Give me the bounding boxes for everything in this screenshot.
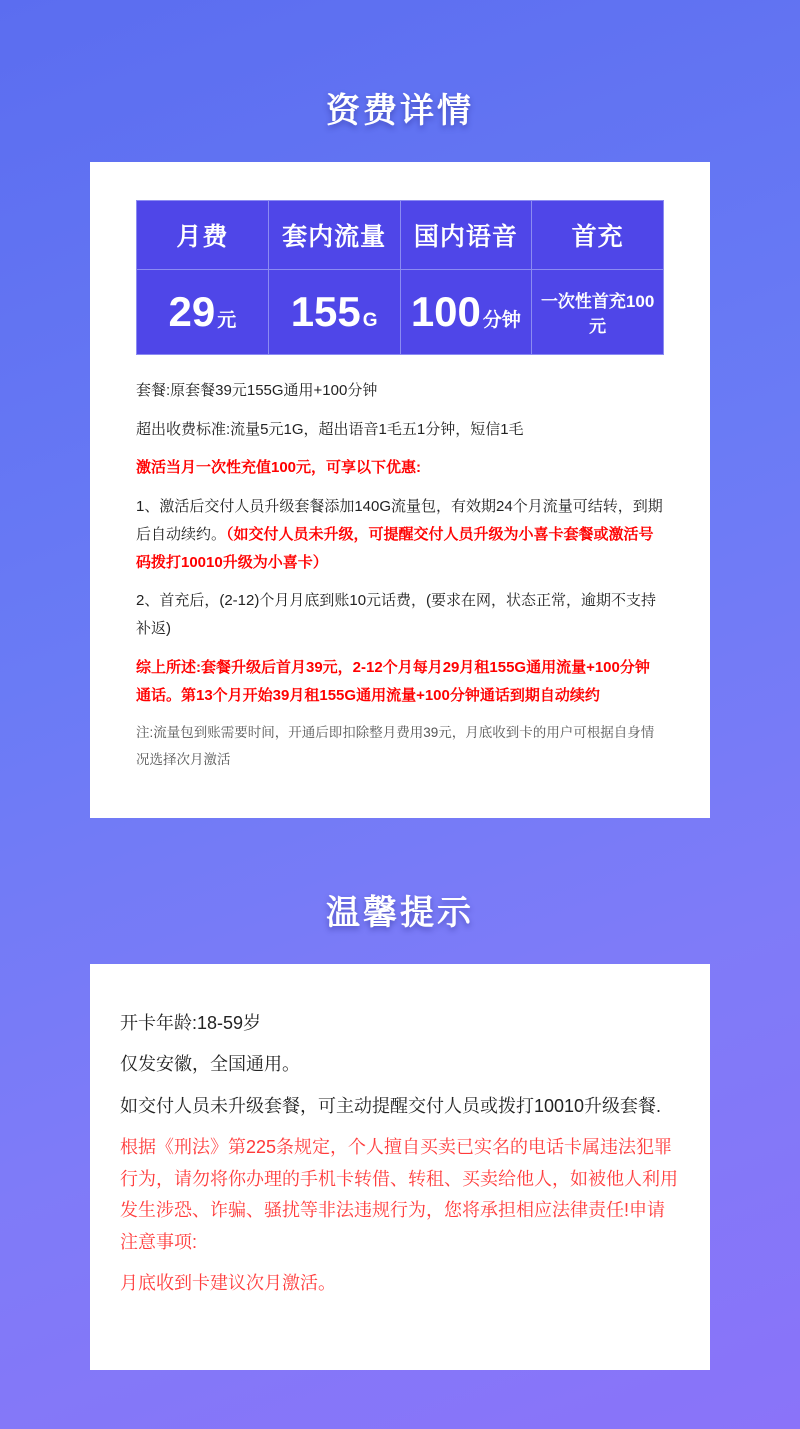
table-header-first-charge: 首充 <box>532 200 664 269</box>
list-item: 仅发安徽，全国通用。 <box>120 1054 300 1075</box>
list-item: 月底收到卡建议次月激活。 <box>120 1273 336 1294</box>
fee-detail-item-1-black: 1、激活后交付人员升级套餐添加140G流量包，有效期24个月流量可结转，到期后自动续约。 <box>136 498 663 543</box>
fee-detail-plan: 套餐:原套餐39元155G通用+100分钟 <box>136 381 378 399</box>
table-header-row <box>137 200 664 269</box>
monthly-fee-value: 29 <box>168 287 216 335</box>
table-cell-voice <box>400 269 532 354</box>
fees-card <box>90 162 710 818</box>
tips-card <box>90 964 710 1370</box>
fee-details <box>136 355 664 773</box>
list-item: 根据《刑法》第225条规定，个人擅自买卖已实名的电话卡属违法犯罪行为，请勿将你办理的手机卡转借、转租、买卖给他人，如被他人利用发生涉恐、诈骗、骚扰等非法违规行为，您将承担相应法律责任!申请注意事项: <box>120 1137 678 1252</box>
fee-detail-promo-heading: 激活当月一次性充值100元，可享以下优惠: <box>136 459 422 477</box>
data-value: 155 <box>290 287 361 335</box>
table-header-monthly-fee: 月费 <box>137 200 269 269</box>
table-header-voice: 国内语音 <box>400 200 532 269</box>
list-item: 如交付人员未升级套餐，可主动提醒交付人员或拨打10010升级套餐. <box>120 1095 662 1116</box>
fee-detail-item-2: 2、首充后，(2-12)个月月底到账10元话费，(要求在网，状态正常，逾期不支持补返) <box>136 592 657 638</box>
list-item: 开卡年龄:18-59岁 <box>120 1012 262 1033</box>
table-cell-first-charge <box>532 269 664 354</box>
table-cell-data <box>268 269 400 354</box>
table-header-data: 套内流量 <box>268 200 400 269</box>
tips-list <box>120 1008 680 1300</box>
voice-value: 100 <box>410 287 481 335</box>
fee-detail-item-1 <box>136 493 664 576</box>
fee-detail-note: 注:流量包到账需要时间，开通后即扣除整月费用39元，月底收到卡的用户可根据自身情况选择次月激活 <box>136 725 655 767</box>
page-root <box>0 23 800 1429</box>
fee-table <box>136 200 664 355</box>
first-charge-text: 一次性首充100元 <box>540 291 655 336</box>
fee-detail-summary: 综上所述:套餐升级后首月39元，2-12个月每月29月租155G通用流量+100分钟通话。第13个月开始39月租155G通用流量+100分钟通话到期自动续约 <box>136 658 650 704</box>
data-unit: G <box>362 309 378 331</box>
fee-detail-item-1-red: （如交付人员未升级，可提醒交付人员升级为小喜卡套餐或激活号码拨打10010升级为小喜卡） <box>136 525 654 571</box>
page-title-fees: 资费详情 <box>326 91 474 130</box>
table-cell-monthly-fee <box>137 269 269 354</box>
table-row <box>137 269 664 354</box>
page-title-tips: 温馨提示 <box>326 893 474 932</box>
monthly-fee-unit: 元 <box>217 309 237 331</box>
fee-detail-overage: 超出收费标准:流量5元1G，超出语音1毛五1分钟，短信1毛 <box>136 420 524 438</box>
voice-unit: 分钟 <box>482 309 521 331</box>
